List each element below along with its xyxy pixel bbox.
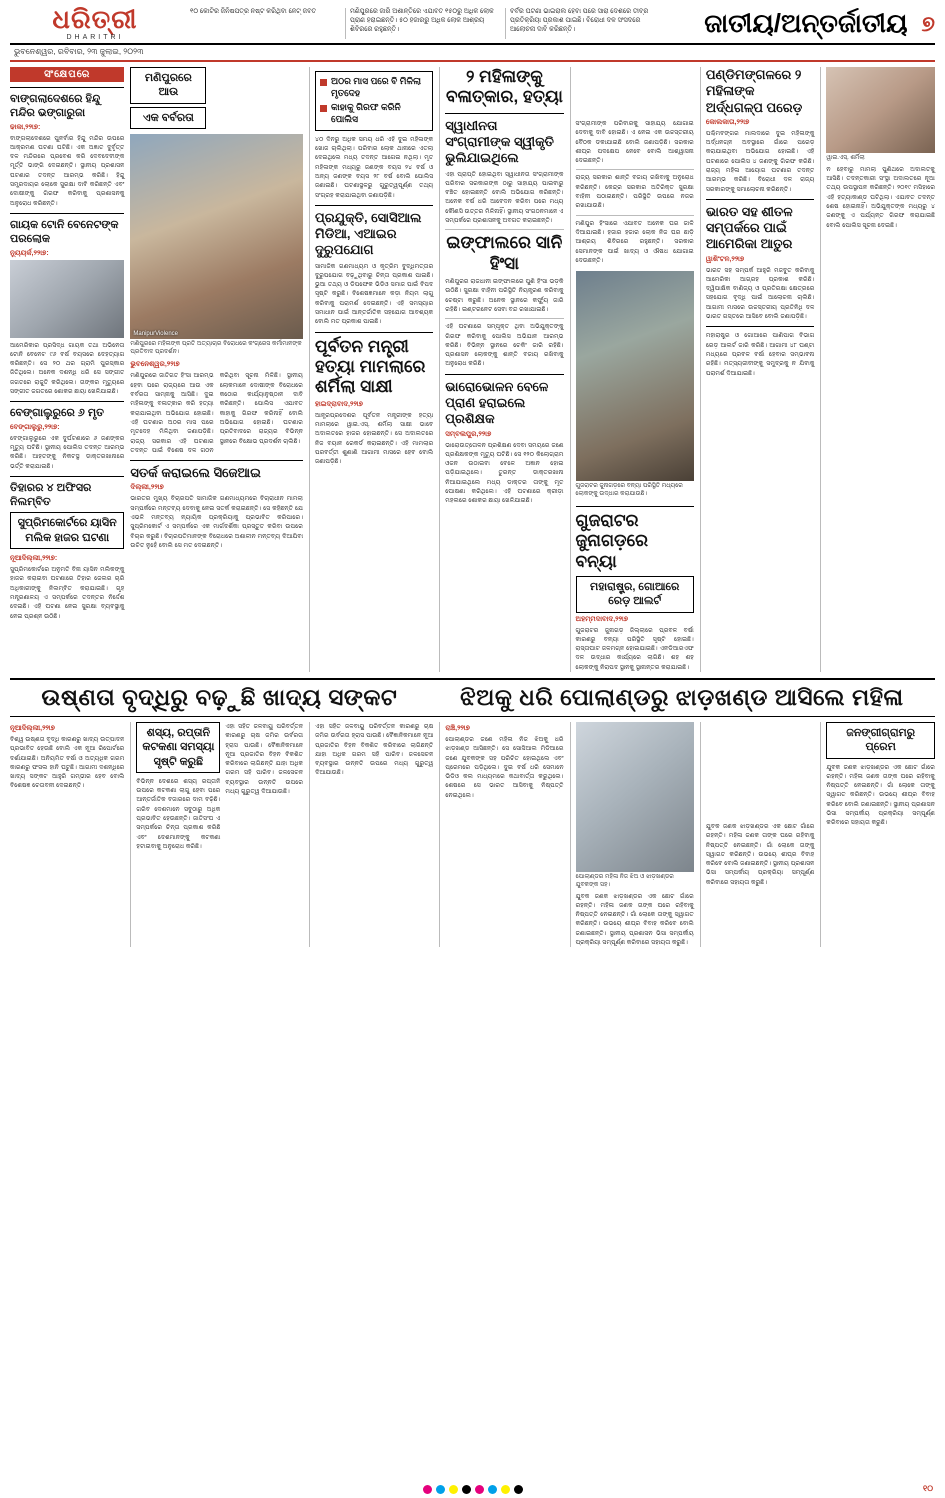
color-dot-cyan [436, 1485, 445, 1494]
brief-2-photo [10, 260, 124, 338]
sharmila-headline[interactable]: ପୂର୍ବତନ ମନ୍ତ୍ରୀ ହତ୍ୟା ମାମଲାରେ ଶର୍ମିଲା ସାକ୍ଷୀ [314, 336, 426, 397]
kolkata-place: କୋଲକାତା,୨୨ା୭ [705, 118, 750, 126]
brief-3-place: ବେଙ୍ଗାଲୁରୁ,୨୨ା୭: [10, 423, 60, 431]
poland-photo-caption: ପୋଲାଣ୍ଡର ମହିଳା ନିଜ ଝିଅ ଓ ଝାଡ଼ଖଣ୍ଡର ଯୁବକଙ୍କ ସହ। [575, 874, 674, 888]
bullet-item [320, 102, 428, 125]
brief-3-title[interactable]: ବେଙ୍ଗାଲୁରୁରେ ୬ ମୃତ [10, 407, 104, 420]
divider [445, 374, 563, 375]
bullet-text: କାହାକୁ ଗିରଫ କରିନି ପୋଲିସ [330, 102, 401, 125]
bottom-3-body-cont: ଏହା ସହିତ ଜଳବାୟୁ ପରିବର୍ତ୍ତନ କାରଣରୁ ଚାଷ ଜମିର ଉର୍ବରତା ହ୍ରାସ ପାଉଛି। ବୈଜ୍ଞାନିକମାନେ ନୂଆ ପ୍ରଜାତିର ବିହନ ବିକଶିତ କରିବାରେ ଲାଗିଛନ୍ତି ଯାହା ଅଧିକ ଗରମ ସହି ପାରିବ। ଜଳସେଚନ ବ୍ୟବସ୍ଥାର ଉନ୍ନତି ଉପରେ ମଧ୍ୟ ଗୁରୁତ୍ୱ ଦିଆଯାଉଛି। [315, 723, 434, 777]
bottom-column-6 [700, 722, 815, 947]
bottom-1-body: ବିଶ୍ୱ ଉଷ୍ଣତା ବୃଦ୍ଧି କାରଣରୁ ଖାଦ୍ୟ ଉତ୍ପାଦନ ପ୍ରଭାବିତ ହେଉଛି ବୋଲି ଏକ ନୂଆ ରିପୋର୍ଟରେ ଦର୍ଶାଯାଇଛି। ଅନିୟମିତ ବର୍ଷା ଓ ଅତ୍ୟଧିକ ଗରମ କାରଣରୁ ଫସଲ ହାନି ଘଟୁଛି। ଆଗାମୀ ଦଶନ୍ଧିରେ ଖାଦ୍ୟ ସଙ୍କଟ ଆହୁରି ଗମ୍ଭୀର ହେବ ବୋଲି ବିଶେଷଜ୍ଞ ଚେତାବନୀ ଦେଇଛନ୍ତି। [10, 736, 125, 790]
strip-item-3: ବର୍ବର ଘଟଣା ଭାଇରାଲ ହେବା ପରେ ସାରା ଦେଶରେ ତୀବ୍ର ପ୍ରତିକ୍ରିୟା ପ୍ରକାଶ ପାଇଛି। ବିରୋଧୀ ଦଳ ସଂସଦରେ ଆଲୋଚନା ଦାବି କରିଛନ୍ତି। [505, 8, 659, 39]
sweden-headline[interactable]: ଭାରତ ସହ ଶୀତଳ ସମ୍ପର୍କରେ ପାଇଁ ଆମେରିକା ଆତୁର [705, 203, 793, 252]
square-bullet-icon [320, 79, 327, 86]
square-bullet-icon [320, 105, 327, 112]
brief-1-place: ଢାକା,୨୨ା୭: [10, 123, 41, 131]
divider [10, 476, 124, 477]
sharmila-body-2: ନ ହେବାରୁ ମାମଲା ପୁଣିଥରେ ଅଦାଲତକୁ ଆସିଛି। ତଦନ୍ତକାରୀ ସଂସ୍ଥା ଅଦାଲତରେ ନୂଆ ତଥ୍ୟ ଉପସ୍ଥାପନ କରିଛନ୍ତି। ୨୦୧୯ ମସିହାରେ ଏହି ହତ୍ୟାକାଣ୍ଡ ଘଟିଥିଲା। ଏଯାବତ ତଦନ୍ତ ଶେଷ ହୋଇନାହିଁ। ଅଭିଯୁକ୍ତଙ୍କ ମଧ୍ୟରୁ ୪ ଜଣଙ୍କୁ ଏ ପର୍ଯ୍ୟନ୍ତ ଗିରଫ କରାଯାଇଛି ବୋଲି ପୋଲିସ ସୂଚନା ଦେଇଛି। [826, 165, 936, 229]
dateline: ଭୁବନେଶ୍ୱର, ରବିବାର, ୨୩ ଜୁଲାଇ, ୨୦୨୩ [10, 45, 935, 62]
divider [130, 460, 303, 461]
color-dot-cyan-2 [488, 1485, 497, 1494]
bullet-item [320, 76, 428, 99]
masthead-strip [180, 6, 665, 41]
divider [576, 169, 694, 170]
divider [706, 326, 815, 327]
lead-story-column [130, 67, 303, 672]
bottom-2-body: ବିଭିନ୍ନ ଦେଶରେ ଶସ୍ୟ ରପ୍ତାନି ଉପରେ କଟକଣା ଲାଗୁ ହେବା ପରେ ଆନ୍ତର୍ଜାତିକ ବଜାରରେ ଦାମ ବଢ଼ିଛି। ଗରିବ ଦେଶମାନେ ସବୁଠାରୁ ଅଧିକ ପ୍ରଭାବିତ ହେଉଛନ୍ତି। ଜାତିସଂଘ ଏ ସମ୍ପର୍କରେ ଚିନ୍ତା ପ୍ରକାଶ କରିଛି ଏବଂ ଦେଶମାନଙ୍କୁ କଟକଣା ହଟାଇବାକୁ ଅନୁରୋଧ କରିଛି। [136, 777, 221, 850]
color-dot-yellow-2 [501, 1485, 510, 1494]
divider [706, 199, 815, 200]
social-headline[interactable]: ପ୍ରଯୁକ୍ତି, ସୋସିଆଲ ମିଡିଆ, ଏଆଇର ଦୁରୁପଯୋଗ [314, 209, 422, 258]
sweden-body: ଭାରତ ସହ ସମ୍ପର୍କ ଆହୁରି ମଜବୁତ କରିବାକୁ ଆମେରିକା ଆଗ୍ରହ ପ୍ରକାଶ କରିଛି। ଦ୍ୱିପାକ୍ଷିକ ବାଣିଜ୍ୟ ଓ ପ୍ରତିରକ୍ଷା କ୍ଷେତ୍ରରେ ସହଯୋଗ ବୃଦ୍ଧି ପାଇଁ ଆଲୋଚନା ଚାଲିଛି। ଆଗାମୀ ମାସରେ ଉଚ୍ଚସ୍ତରୀୟ ପ୍ରତିନିଧି ଦଳ ଭାରତ ଗସ୍ତରେ ଆସିବେ ବୋଲି ଜଣାପଡ଼ିଛି। [705, 266, 815, 321]
flood-alert-box: ମହାରାଷ୍ଟ୍ର, ଗୋଆରେ ରେଡ଼ ଆଲର୍ଟ [576, 576, 694, 613]
imphal-col2: ରାଜ୍ୟ ସରକାର ଶାନ୍ତି ବଜାୟ ରଖିବାକୁ ଅନୁରୋଧ କରିଛନ୍ତି। କେନ୍ଦ୍ର ସରକାର ଅତିରିକ୍ତ ସୁରକ୍ଷା ବାହିନୀ ପଠାଇଛନ୍ତି। ପରିସ୍ଥିତି ଉପରେ ନଜର ରଖାଯାଉଛି। [575, 174, 694, 210]
folio-number: ୧୦ [923, 1484, 933, 1493]
bottom-column-5 [570, 722, 694, 947]
flood-body-2: ମହାରାଷ୍ଟ୍ର ଓ ଗୋଆରେ ପାଣିପାଗ ବିଭାଗ ରେଡ଼ ଆଲର୍ଟ ଜାରି କରିଛି। ଆଗାମୀ ୪୮ ଘଣ୍ଟା ମଧ୍ୟରେ ପ୍ରବଳ ବର୍ଷା ହେବାର ସମ୍ଭାବନା ରହିଛି। ମତ୍ସ୍ୟଜୀବୀଙ୍କୁ ସମୁଦ୍ରକୁ ନ ଯିବାକୁ ପରାମର୍ଶ ଦିଆଯାଇଛି। [705, 332, 815, 377]
lead-photo [130, 134, 303, 339]
color-dot-magenta [423, 1485, 432, 1494]
brief-1-title[interactable]: ବାଙ୍ଗଲାଦେଶରେ ହିନ୍ଦୁ ମନ୍ଦିର ଭଙ୍ଗାରୁଜା [10, 93, 101, 120]
column-7 [820, 67, 935, 672]
poland-title: ଜନଙ୍ଗୀଗ୍ରାମରୁ ପ୍ରେମ [826, 722, 935, 759]
bottom-2-title: ଶସ୍ୟ, ରପ୍ତାନି କଟକଣା ସମସ୍ୟା ସୃଷ୍ଟି କରୁଛି [136, 722, 220, 773]
bottom-3-body: ଏହା ସହିତ ଜଳବାୟୁ ପରିବର୍ତ୍ତନ କାରଣରୁ ଚାଷ ଜମିର ଉର୍ବରତା ହ୍ରାସ ପାଉଛି। ବୈଜ୍ଞାନିକମାନେ ନୂଆ ପ୍ରଜାତିର ବିହନ ବିକଶିତ କରିବାରେ ଲାଗିଛନ୍ତି ଯାହା ଅଧିକ ଗରମ ସହି ପାରିବ। ଜଳସେଚନ ବ୍ୟବସ୍ଥାର ଉନ୍ନତି ଉପରେ ମଧ୍ୟ ଗୁରୁତ୍ୱ ଦିଆଯାଉଛି। [225, 723, 304, 796]
bottom-banner [10, 678, 935, 717]
swadhinata-headline[interactable]: ସ୍ୱାଧୀନତା ସଂଗ୍ରାମୀଙ୍କ ସ୍ୱୀକୃତି ଭୁଲିଯାଇଥିଲେ [445, 117, 554, 166]
bottom-column-2 [130, 722, 303, 947]
bottom-banner-right[interactable]: ଝିଅକୁ ଧରି ପୋଲାଣ୍ଡରୁ ଝାଡ଼ଖଣ୍ଡ ଆସିଲେ ମହିଳା [460, 684, 904, 710]
brief-4-subtitle: ସୁପ୍ରିମକୋର୍ଟରେ ୟାସିନ ମଲିକ ହାଜର ଘଟଣା [10, 512, 124, 549]
bottom-column-7 [820, 722, 935, 947]
imphal-headline[interactable]: ଇଙ୍ଫାଲରେ ସାନି ହିଂସା [446, 233, 563, 273]
color-dot-black [462, 1485, 471, 1494]
color-dot-black-2 [514, 1485, 523, 1494]
lead-kicker-line1: ମଣିପୁରରେ ଆଉ [130, 67, 206, 104]
imphal-body-left: ଏହି ଘଟଣାରେ ସମ୍ପୃକ୍ତ ଥିବା ଅଭିଯୁକ୍ତଙ୍କୁ ଗିରଫ କରିବାକୁ ପୋଲିସ ଅଭିଯାନ ଆରମ୍ଭ କରିଛି। ବିଭିନ୍ନ ସ୍ଥାନରେ ଚେକିଂ ଜାରି ରହିଛି। ପ୍ରଶାସନ ଲୋକଙ୍କୁ ଶାନ୍ତି ବଜାୟ ରଖିବାକୁ ଅନୁରୋଧ କରିଛି। [445, 323, 564, 368]
newspaper-logo [10, 6, 180, 41]
bottom-5-body: ଯୁବକ ଜଣକ ଝାଡ଼ଖଣ୍ଡର ଏକ ଛୋଟ ଗାଁରେ ରହନ୍ତି। ମହିଳା ଜଣକ ତାଙ୍କ ଘରେ ରହିବାକୁ ନିଷ୍ପତ୍ତି ନେଇଛନ୍ତି। ଗାଁ ଲୋକେ ତାଙ୍କୁ ସ୍ୱାଗତ କରିଛନ୍ତି। ଉଭୟେ ଶୀଘ୍ର ବିବାହ କରିବେ ବୋଲି ଜଣାଇଛନ୍ତି। ସ୍ଥାନୀୟ ପ୍ରଶାସନ ଭିସା ସମ୍ପର୍କୀୟ ପ୍ରକ୍ରିୟା ସମ୍ପୂର୍ଣ୍ଣ କରିବାରେ ସହାୟତା କରୁଛି। [575, 892, 694, 947]
logo-text: ଧରିତ୍ରୀ [52, 4, 138, 34]
main-headline[interactable]: ୨ ମହିଳାଙ୍କୁ ବଳାତ୍କାର, ହତ୍ୟା [445, 67, 563, 107]
divider [315, 205, 433, 206]
cgi-place: ଦିଲ୍ଲୀ,୨୨ା୭ [130, 484, 164, 492]
bottom-grid [10, 722, 935, 947]
sharmila-body: ଆନ୍ଧ୍ରପ୍ରଦେଶର ପୂର୍ବତନ ମନ୍ତ୍ରୀଙ୍କ ହତ୍ୟା ମାମଲାରେ ୱାଇ.ଏସ୍. ଶର୍ମିଲା ସାକ୍ଷୀ ଭାବେ ଅଦାଲତରେ ହାଜର ହୋଇଛନ୍ତି। ସେ ଅଦାଲତରେ ନିଜ ବୟାନ ରେକର୍ଡ କରାଇଛନ୍ତି। ଏହି ମାମଲାର ପରବର୍ତ୍ତୀ ଶୁଣାଣି ଆଗାମୀ ମାସରେ ହେବ ବୋଲି ଜଣାପଡ଼ିଛି। [314, 411, 434, 466]
lead-body-2: ୪୦ ଦିନରୁ ଅଧିକ ସମୟ ଧରି ଏହି ଦୁଇ ମହିଳାଙ୍କ ଖୋଜ ଚାଲିଥିଲା। ପରିବାର ଲୋକ ଥାନାରେ ଏତଲା ଦେଇଥିଲେ ମଧ୍ୟ ତଦନ୍ତ ଆଗେଇ ନଥିଲା। ମୃତ ମହିଳାଙ୍କ ମଧ୍ୟରୁ ଜଣଙ୍କ ବୟସ ୨୪ ବର୍ଷ ଓ ଅନ୍ୟ ଜଣଙ୍କ ବୟସ ୨୮ ବର୍ଷ ବୋଲି ପୋଲିସ ଜଣାଇଛି। ଘଟଣାସ୍ଥଳରୁ ଗୁରୁତ୍ୱପୂର୍ଣ୍ଣ ତଥ୍ୟ ସଂଗ୍ରହ କରାଯାଇଥିବା ଜଣାପଡ଼ିଛି। [314, 135, 434, 199]
divider [445, 318, 563, 319]
poland-body: ଯୁବକ ଜଣକ ଝାଡ଼ଖଣ୍ଡର ଏକ ଛୋଟ ଗାଁରେ ରହନ୍ତି। ମହିଳା ଜଣକ ତାଙ୍କ ଘରେ ରହିବାକୁ ନିଷ୍ପତ୍ତି ନେଇଛନ୍ତି। ଗାଁ ଲୋକେ ତାଙ୍କୁ ସ୍ୱାଗତ କରିଛନ୍ତି। ଉଭୟେ ଶୀଘ୍ର ବିବାହ କରିବେ ବୋଲି ଜଣାଇଛନ୍ତି। ସ୍ଥାନୀୟ ପ୍ରଶାସନ ଭିସା ସମ୍ପର୍କୀୟ ପ୍ରକ୍ରିୟା ସମ୍ପୂର୍ଣ୍ଣ କରିବାରେ ସହାୟତା କରୁଛି। [826, 763, 935, 827]
bullet-text: ଅଠର ମାସ ପରେ ବି ମିଳିଲା ମୃତଦେହ [330, 76, 421, 98]
divider [445, 113, 563, 114]
strip-item-1: ୧୦ କୋଟିର ଜିନିଷପତ୍ର ନଷ୍ଟ କରିଥିବା ନେଟ୍ ଜବତ [190, 8, 317, 15]
flood-photo [576, 271, 694, 481]
lead-photo-banner: ManipurViolence [133, 330, 178, 337]
brief-3-body: ବେଙ୍ଗାଲୁରୁରେ ଏକ ଦୁର୍ଘଟଣାରେ ୬ ଜଣଙ୍କର ମୃତ୍ୟୁ ଘଟିଛି। ସ୍ଥାନୀୟ ପୋଲିସ ତଦନ୍ତ ଆରମ୍ଭ କରିଛି। ଆହତଙ୍କୁ ନିକଟସ୍ଥ ଡାକ୍ତରଖାନାରେ ଭର୍ତ୍ତି କରାଯାଇଛି। [10, 434, 125, 470]
sharmila-place: ହାଇଦ୍ରାବାଦ,୨୨ା୭ [314, 400, 363, 408]
cgi-headline[interactable]: ସତର୍କ କରାଇଲେ ସିଜେଆଇ [130, 465, 261, 481]
bottom-banner-left[interactable]: ଉଷ୍ଣତା ବୃଦ୍ଧିରୁ ବଢ଼ୁଛି ଖାଦ୍ୟ ସଙ୍କଟ [41, 684, 398, 710]
flood-body: ଗୁଜରାଟର ଜୁନାଗଡ଼ ଜିଲ୍ଲାରେ ପ୍ରବଳ ବର୍ଷା କାରଣରୁ ବନ୍ୟା ପରିସ୍ଥିତି ସୃଷ୍ଟି ହୋଇଛି। ରାସ୍ତାଘାଟ ଜଳମଗ୍ନ ହୋଇଯାଇଛି। ଏନଡିଆରଏଫ ଦଳ ଉଦ୍ଧାର କାର୍ଯ୍ୟରେ ଲାଗିଛି। ଶହ ଶହ ଲୋକଙ୍କୁ ନିରାପଦ ସ୍ଥାନକୁ ସ୍ଥାନାନ୍ତର କରାଯାଇଛି। [575, 626, 694, 671]
color-dot-magenta-2 [475, 1485, 484, 1494]
flood-photo-caption: ଗୁଜରାଟର ଜୁନାଗଡ଼ରେ ବନ୍ୟା ପରିସ୍ଥିତି ମଧ୍ୟରେ ଲୋକଙ୍କୁ ଉଦ୍ଧାର କରାଯାଉଛି। [575, 483, 683, 497]
brief-2-title[interactable]: ଗାୟକ ଟୋନି ବେନେଟଙ୍କ ପରଲୋକ [10, 218, 119, 246]
brief-2-place: ନ୍ୟୁୟର୍କ,୨୨ା୭: [10, 249, 49, 257]
column-6 [700, 67, 815, 672]
page-number: ୭ [921, 10, 935, 36]
divider [576, 506, 694, 507]
imphal-col1: ମଣିପୁରର ରାଜଧାନୀ ଇଙ୍ଫାଲରେ ପୁଣି ହିଂସା ଭଡ଼କି ଉଠିଛି। ସୁରକ୍ଷା ବାହିନୀ ପରିସ୍ଥିତି ନିୟନ୍ତ୍ରଣ କରିବାକୁ ଚେଷ୍ଟା କରୁଛି। ଅନେକ ସ୍ଥାନରେ କର୍ଫ୍ୟୁ ଜାରି ରହିଛି। ଇଣ୍ଟରନେଟ ସେବା ବନ୍ଦ ରଖାଯାଇଛି। [445, 278, 564, 313]
bottom-column-3 [309, 722, 433, 947]
poland-photo [576, 722, 694, 872]
logo-roman-text: DHARITRI [66, 34, 124, 41]
cgi-body: ଭାରତର ମୁଖ୍ୟ ବିଚାରପତି ସାମାଜିକ ଗଣମାଧ୍ୟମରେ ବିଚାରାଧୀନ ମାମଲା ସମ୍ପର୍କରେ ମନ୍ତବ୍ୟ ଦେବାକୁ ନେଇ ସତର୍କ କରାଇଛନ୍ତି। ସେ କହିଛନ୍ତି ଯେ ଏଭଳି ମନ୍ତବ୍ୟ ନ୍ୟାୟିକ ପ୍ରକ୍ରିୟାକୁ ପ୍ରଭାବିତ କରିପାରେ। ସୁପ୍ରିମକୋର୍ଟ ଏ ସମ୍ପର୍କରେ ଏକ ମାର୍ଗଦର୍ଶିକା ପ୍ରସ୍ତୁତ କରିବା ଉପରେ ବିଚାର କରୁଛି। ବିଚାରପତିମାନଙ୍କ ବିରୋଧରେ ଅଶାଳୀନ ମନ୍ତବ୍ୟ ଦିଆଯିବା ଉଚିତ ନୁହେଁ ବୋଲି ସେ ମତ ଦେଇଛନ୍ତି। [130, 495, 303, 549]
railway-body: ଭାରୋଉତ୍ତୋଳନ ପ୍ରଶିକ୍ଷଣ ଦେବା ସମୟରେ ଜଣେ ପ୍ରଶିକ୍ଷକଙ୍କ ମୃତ୍ୟୁ ଘଟିଛି। ସେ ୧୨୦ କିଲୋଗ୍ରାମ ଓଜନ ଉଠାଇବା ବେଳେ ଅଜ୍ଞାନ ହୋଇ ପଡ଼ିଯାଇଥିଲେ। ତୁରନ୍ତ ଡାକ୍ତରଖାନା ନିଆଯାଇଥିଲେ ମଧ୍ୟ ଡାକ୍ତର ତାଙ୍କୁ ମୃତ ଘୋଷଣା କରିଥିଲେ। ଏହି ଘଟଣାରେ କ୍ରୀଡ଼ା ମହଲରେ ଶୋକର ଛାୟା ଖେଳିଯାଇଛି। [445, 441, 564, 505]
divider [445, 229, 563, 230]
bottom-1-place: ନୂଆଦିଲ୍ଲୀ,୨୨ା୭ [10, 725, 55, 732]
section-name: ଜାତୀୟ/ଅନ୍ତର୍ଜାତୀୟ [704, 7, 908, 38]
main-grid [10, 67, 935, 672]
kolkata-headline[interactable]: ପଣ୍ଡିମଙ୍ଗଳରେ ୨ ମହିଳାଙ୍କ ଅର୍ଦ୍ଧଗଳ୍ପ ପରେଡ଼ [705, 67, 803, 115]
brief-4-title[interactable]: ତିହାରର ୪ ଅଫିସର ନିଲମ୍ବିତ [10, 481, 92, 509]
sharmila-photo-caption: ୱାଇ.ଏସ୍. ଶର୍ମିଲା [826, 155, 865, 161]
brief-2-body: ଆମେରିକାର ପ୍ରସିଦ୍ଧ ଗାୟକ ତଥା ଅଭିନେତା ଟୋନି ବେନେଟ ୯୬ ବର୍ଷ ବୟସରେ ଦେହତ୍ୟାଗ କରିଛନ୍ତି। ସେ ୨୦ ଥର ଗ୍ରାମି ପୁରସ୍କାର ଜିତିଥିଲେ। ଅନେକ ଦଶନ୍ଧି ଧରି ସେ ସଙ୍ଗୀତ ଜଗତରେ ରାଜୁତି କରିଥିଲେ। ତାଙ୍କର ମୃତ୍ୟୁରେ ସଙ୍ଗୀତ ଜଗତରେ ଶୋକର ଛାୟା ଖେଳିଯାଇଛି। [10, 341, 125, 396]
divider [10, 87, 124, 88]
lead-kicker-line2: ଏକ ବର୍ବରତା [130, 107, 206, 129]
swadhinata-col1: ଏହା ପ୍ରାପ୍ତି ହୋଇଥିବା ସ୍ୱାଧୀନତା ସଂଗ୍ରାମୀଙ୍କ ପରିବାର ସରକାରଙ୍କ ଠାରୁ ସାହାଯ୍ୟ ପାଇବାରୁ ବଞ୍ଚିତ ହୋଇଛନ୍ତି ବୋଲି ଅଭିଯୋଗ କରିଛନ୍ତି। ଅନେକ ବର୍ଷ ଧରି ଆବେଦନ କରିବା ପରେ ମଧ୍ୟ କୌଣସି ଉତ୍ତର ମିଳିନାହିଁ। ସ୍ଥାନୀୟ ସଂଗଠନମାନେ ଏ ସମ୍ପର୍କରେ ପ୍ରଶାସନକୁ ଅବଗତ କରାଇଛନ୍ତି। [445, 170, 564, 225]
bottom-4-body: ପୋଲାଣ୍ଡର ଜଣେ ମହିଳା ନିଜ ଝିଅକୁ ଧରି ଝାଡ଼ଖଣ୍ଡ ଆସିଛନ୍ତି। ସେ ସୋସିଆଲ ମିଡିଆରେ ଜଣେ ଯୁବକଙ୍କ ସହ ପରିଚିତ ହୋଇଥିଲେ ଏବଂ ପ୍ରେମରେ ପଡ଼ିଥିଲେ। ଦୁଇ ବର୍ଷ ଧରି ସେମାନେ ଭିଡିଓ କଲ ମାଧ୍ୟମରେ କଥାବାର୍ତ୍ତା କରୁଥିଲେ। ଶେଷରେ ସେ ଭାରତ ଆସିବାକୁ ନିଷ୍ପତ୍ତି ନେଇଥିଲେ। [445, 736, 564, 799]
lead-photo-caption: ମଣିପୁରରେ ମହିଳାଙ୍କ ପ୍ରତି ଅତ୍ୟାଚାର ବିରୋଧରେ କଂଗ୍ରେସ କର୍ମୀମାନଙ୍କ ପ୍ରତିବାଦ ପ୍ରଦର୍ଶନ। [130, 340, 302, 355]
swadhinata-col2: ସଂଗ୍ରାମୀଙ୍କ ପରିବାରକୁ ସାହାଯ୍ୟ ଯୋଗାଇ ଦେବାକୁ ଦାବି ହୋଇଛି। ଏ ନେଇ ଏକ ଉଚ୍ଚସ୍ତରୀୟ ବୈଠକ ଡକାଯାଇଛି ବୋଲି ଜଣାପଡ଼ିଛି। ସରକାର ଶୀଘ୍ର ପଦକ୍ଷେପ ନେବେ ବୋଲି ଆଶ୍ୱାସନା ଦେଇଛନ୍ତି। [575, 120, 694, 165]
masthead [10, 6, 935, 45]
color-dot-yellow [449, 1485, 458, 1494]
sidebar-column [10, 67, 124, 672]
strip-item-2: ମଣିପୁରରେ ଜାରି ଅଶାନ୍ତିରେ ଏଯାବତ ୧୫୦ରୁ ଅଧିକ ଲୋକ ପ୍ରାଣ ହରାଇଛନ୍ତି। ୫୦ ହଜାରରୁ ଅଧିକ ଲୋକ ଆଶ୍ରୟ ଶିବିରରେ ରହୁଛନ୍ତି। [345, 8, 499, 39]
lead-body: ମଣିପୁରରେ ଜାତିଗତ ହିଂସା ଆରମ୍ଭ ହେବା ପରେ ରାଜ୍ୟରେ ଆଉ ଏକ ବର୍ବରତା ସାମ୍ନାକୁ ଆସିଛି। ଦୁଇ ମହିଳାଙ୍କୁ ବଳାତ୍କାର କରି ହତ୍ୟା କରାଯାଇଥିବା ଅଭିଯୋଗ ହୋଇଛି। ଏହି ଘଟଣାର ଅଠର ମାସ ପରେ ମୃତଦେହ ମିଳିଥିବା ଜଣାପଡ଼ିଛି। ରାଜ୍ୟ ସରକାର ଏହି ଘଟଣାର ତଦନ୍ତ ପାଇଁ ବିଶେଷ ଦଳ ଗଠନ କରିଥିବା ସୂଚନା ମିଳିଛି। ସ୍ଥାନୀୟ ଲୋକମାନେ ଦୋଷୀଙ୍କ ବିରୋଧରେ କଠୋର କାର୍ଯ୍ୟାନୁଷ୍ଠାନ ଦାବି କରିଛନ୍ତି। ପୋଲିସ ଏଯାବତ କାହାକୁ ଗିରଫ କରିନାହିଁ ବୋଲି ଅଭିଯୋଗ ହୋଇଛି। ଘଟଣାର ପ୍ରତିବାଦରେ ରାଜ୍ୟର ବିଭିନ୍ନ ସ୍ଥାନରେ ବିକ୍ଷୋଭ ପ୍ରଦର୍ଶନ ଚାଲିଛି। [130, 372, 303, 454]
column-4 [439, 67, 563, 672]
divider [576, 215, 694, 216]
flood-headline[interactable]: ଗୁଜରାଟର ଜୁନାଗଡ଼ରେ ବନ୍ୟା [575, 510, 649, 571]
divider [10, 401, 124, 402]
bottom-5-body-cont: ଯୁବକ ଜଣକ ଝାଡ଼ଖଣ୍ଡର ଏକ ଛୋଟ ଗାଁରେ ରହନ୍ତି। ମହିଳା ଜଣକ ତାଙ୍କ ଘରେ ରହିବାକୁ ନିଷ୍ପତ୍ତି ନେଇଛନ୍ତି। ଗାଁ ଲୋକେ ତାଙ୍କୁ ସ୍ୱାଗତ କରିଛନ୍ତି। ଉଭୟେ ଶୀଘ୍ର ବିବାହ କରିବେ ବୋଲି ଜଣାଇଛନ୍ତି। ସ୍ଥାନୀୟ ପ୍ରଶାସନ ଭିସା ସମ୍ପର୍କୀୟ ପ୍ରକ୍ରିୟା ସମ୍ପୂର୍ଣ୍ଣ କରିବାରେ ସହାୟତା କରୁଛି। [705, 823, 815, 886]
imphal-body-right: ମଣିପୁର ହିଂସାରେ ଏଯାବତ ଅନେକ ଘର ଜାଳି ଦିଆଯାଇଛି। ହଜାର ହଜାର ଲୋକ ନିଜ ଘର ଛାଡ଼ି ଆଶ୍ରୟ ଶିବିରରେ ରହୁଛନ୍ତି। ସରକାର ସେମାନଙ୍କ ପାଇଁ ଖାଦ୍ୟ ଓ ଔଷଧ ଯୋଗାଇ ଦେଉଛନ୍ତି। [575, 219, 694, 264]
column-3 [309, 67, 433, 672]
railway-headline[interactable]: ଭାରୋଭୋଳନ ବେଳେ ପ୍ରାଣ ହରାଇଲେ ପ୍ରଶିକ୍ଷକ [445, 378, 549, 427]
briefs-kicker: ସଂକ୍ଷେପରେ [10, 67, 124, 82]
column-5 [570, 67, 694, 672]
kolkata-body: ପଶ୍ଚିମବଙ୍ଗର ମାଲଦାରେ ଦୁଇ ମହିଳାଙ୍କୁ ଅର୍ଦ୍ଧନଗ୍ନ ଅବସ୍ଥାରେ ଗାଁରେ ପରେଡ଼ କରାଯାଇଥିବା ଅଭିଯୋଗ ହୋଇଛି। ଏହି ଘଟଣାରେ ପୋଲିସ ୪ ଜଣଙ୍କୁ ଗିରଫ କରିଛି। ରାଜ୍ୟ ମହିଳା ଆୟୋଗ ଘଟଣାର ତଦନ୍ତ ଆରମ୍ଭ କରିଛି। ବିରୋଧୀ ଦଳ ରାଜ୍ୟ ସରକାରଙ୍କୁ ସମାଲୋଚନା କରିଛନ୍ତି। [705, 129, 815, 193]
flood-place: ଅହମ୍ମଦାବାଦ,୨୨ା୭ [575, 615, 629, 623]
railway-place: ସମ୍ବଲପୁର,୨୨ା୭ [445, 430, 492, 438]
bottom-column-1 [10, 722, 124, 947]
lead-photo-place: ଭୁବନେଶ୍ୱର,୨୨ା୭ [130, 361, 180, 369]
section-header [665, 6, 935, 41]
sweden-place: ୱାଶିଂଟନ,୨୨ା୭ [705, 255, 745, 263]
social-body: ସାମାଜିକ ଗଣମାଧ୍ୟମ ଓ କୃତ୍ରିମ ବୁଦ୍ଧିମତ୍ତାର ଦୁରୁପଯୋଗ ବଢ଼ୁଥିବାରୁ ଚିନ୍ତା ପ୍ରକାଶ ପାଇଛି। ଭୁଆ ତଥ୍ୟ ଓ ଡିପଫେକ ଭିଡିଓ ସମାଜ ପାଇଁ ବିପଦ ସୃଷ୍ଟି କରୁଛି। ବିଶେଷଜ୍ଞମାନେ କଡ଼ା ନିୟମ ଲାଗୁ କରିବାକୁ ପରାମର୍ଶ ଦେଇଛନ୍ତି। ଏହି ସମସ୍ୟାର ସମାଧାନ ପାଇଁ ଆନ୍ତର୍ଜାତିକ ସହଯୋଗ ଆବଶ୍ୟକ ବୋଲି ମତ ପ୍ରକାଶ ପାଇଛି। [314, 262, 434, 326]
brief-4-place: ନୂଆଦିଲ୍ଲୀ,୨୨ା୭: [10, 555, 58, 563]
brief-4-body: ସୁପ୍ରିମକୋର୍ଟରେ ଅନୁମତି ବିନା ୟାସିନ ମଲିକଙ୍କୁ ହାଜର କରାଇବା ଘଟଣାରେ ତିହାର ଜେଲର ଚାରି ଅଧିକାରୀଙ୍କୁ ନିଲମ୍ବିତ କରାଯାଇଛି। ଗୃହ ମନ୍ତ୍ରଣାଳୟ ଏ ସମ୍ପର୍କରେ ତଦନ୍ତର ନିର୍ଦ୍ଦେଶ ଦେଇଛି। ଏହି ଘଟଣା ନେଇ ସୁରକ୍ଷା ବ୍ୟବସ୍ଥାକୁ ନେଇ ପ୍ରଶ୍ନ ଉଠିଛି। [10, 566, 125, 620]
divider [315, 332, 433, 333]
bottom-column-4 [439, 722, 563, 947]
lead-bullets [315, 71, 433, 131]
bottom-4-place: ରାଞ୍ଚି,୨୨ା୭ [445, 725, 470, 732]
brief-1-body: ବାଙ୍ଗଲାଦେଶରେ ପୁନର୍ବାର ହିନ୍ଦୁ ମନ୍ଦିର ଉପରେ ଆକ୍ରମଣ ଘଟଣା ଘଟିଛି। ଏକ ଅଜ୍ଞାତ ଦୁର୍ବୃତ୍ତ ଦଳ ମନ୍ଦିରରେ ପ୍ରବେଶ କରି ଦେବଦେବୀଙ୍କ ମୂର୍ତ୍ତି ଭାଙ୍ଗି ଦେଇଛନ୍ତି। ସ୍ଥାନୀୟ ପ୍ରଶାସନ ଘଟଣାର ତଦନ୍ତ ଆରମ୍ଭ କରିଛି। ହିନ୍ଦୁ ସମ୍ପ୍ରଦାୟର ଲୋକେ ସୁରକ୍ଷା ଦାବି କରିଛନ୍ତି ଏବଂ ଦୋଷୀଙ୍କୁ ଗିରଫ କରିବାକୁ ପ୍ରଶାସନକୁ ଅନୁରୋଧ କରିଛନ୍ତି। [10, 134, 125, 207]
color-registration-bar [423, 1485, 523, 1494]
divider [10, 213, 124, 214]
sharmila-photo [826, 67, 935, 153]
